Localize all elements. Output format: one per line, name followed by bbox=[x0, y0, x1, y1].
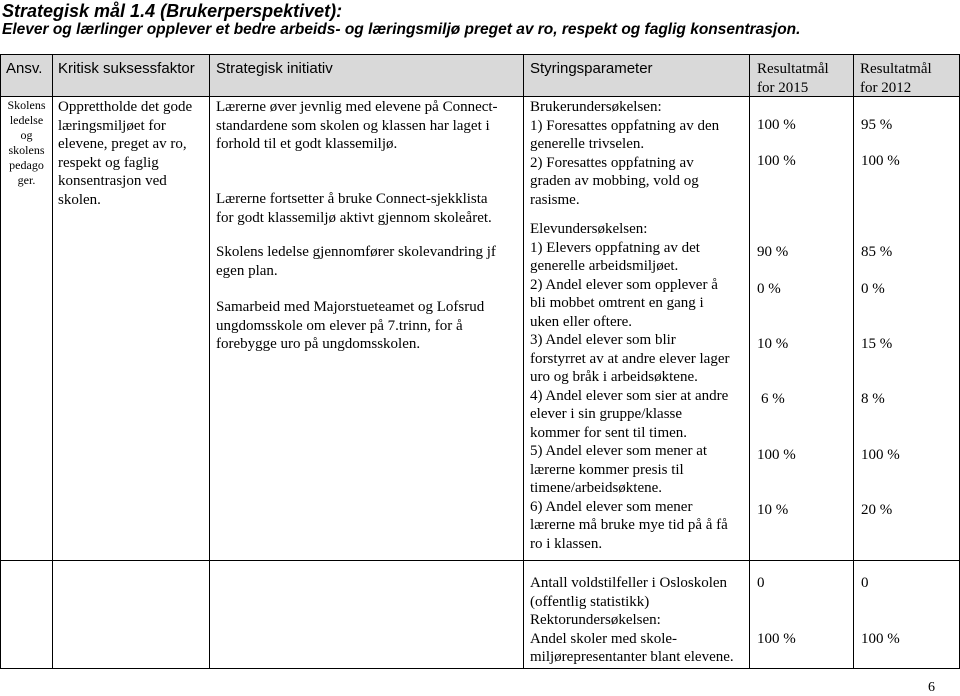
initiativ-block-1 bbox=[216, 98, 522, 154]
initiativ-line: for godt klassemiljø aktivt gjennom skoleåret. bbox=[216, 209, 492, 226]
styring-line: generelle arbeidsmiljøet. bbox=[530, 258, 679, 274]
initiativ-block-3 bbox=[216, 243, 522, 280]
mal2015-value: 100 % bbox=[757, 447, 796, 463]
initiativ-line: standardene som skolen og klassen har laget i bbox=[216, 117, 490, 134]
ansv-line: pedago bbox=[9, 158, 44, 172]
ansv-line: skolens bbox=[8, 143, 45, 157]
initiativ-block-2 bbox=[216, 190, 522, 227]
mal2015-value: 10 % bbox=[757, 336, 789, 352]
header-resultatmal-2015-line2: for 2015 bbox=[757, 79, 809, 96]
section-divider bbox=[0, 560, 960, 561]
styring-line: ro i klassen. bbox=[530, 535, 603, 552]
header-resultatmal-2012-line2: for 2012 bbox=[860, 79, 912, 96]
col-border bbox=[209, 54, 210, 668]
styring-line: 6) Andel elever som mener bbox=[530, 498, 693, 515]
ansv-line: og bbox=[20, 128, 33, 142]
ansv-line: ledelse bbox=[9, 113, 44, 127]
styring-line: Brukerundersøkelsen: bbox=[530, 99, 662, 115]
styring-line: Antall voldstilfeller i Osloskolen bbox=[530, 575, 728, 591]
initiativ-line: Skolens ledelse gjennomfører skolevandring jf bbox=[216, 244, 496, 260]
col-border bbox=[853, 54, 854, 668]
kritisk-line: konsentrasjon ved bbox=[58, 173, 167, 189]
initiativ-line: egen plan. bbox=[216, 262, 278, 279]
mal2012-value: 100 % bbox=[861, 153, 900, 169]
kritisk-line: respekt og faglig bbox=[58, 154, 159, 171]
mal2012-value: 95 % bbox=[861, 117, 893, 133]
header-resultatmal-2012-line1: Resultatmål bbox=[860, 61, 932, 77]
mal2012-value: 85 % bbox=[861, 244, 893, 260]
mal2015-value: 0 % bbox=[757, 281, 781, 297]
initiativ-line: forebygge uro på ungdomsskolen. bbox=[216, 336, 421, 352]
header-resultatmal-2015 bbox=[757, 60, 829, 97]
styring-line: elever i sin gruppe/klasse bbox=[530, 406, 683, 422]
styring-vold-og-rektor bbox=[530, 574, 748, 667]
styring-line: lærerne kommer presis til bbox=[530, 461, 684, 478]
table-bottom-border bbox=[0, 668, 960, 669]
table-top-border bbox=[0, 54, 960, 55]
kritisk-cell bbox=[58, 98, 208, 209]
initiativ-line: Lærerne øver jevnlig med elevene på Connect- bbox=[216, 99, 498, 115]
styring-line: 1) Foresattes oppfatning av den bbox=[530, 117, 720, 134]
styring-line: 1) Elevers oppfatning av det bbox=[530, 239, 700, 256]
mal2012-value: 0 bbox=[861, 575, 869, 591]
header-styringsparameter: Styringsparameter bbox=[530, 60, 653, 77]
mal2015-value: 100 % bbox=[757, 631, 796, 647]
styring-line: 5) Andel elever som mener at bbox=[530, 443, 708, 459]
mal2012-value: 100 % bbox=[861, 631, 900, 647]
initiativ-line: Lærerne fortsetter å bruke Connect-sjekklista bbox=[216, 191, 488, 207]
mal2015-value: 90 % bbox=[757, 244, 789, 260]
mal2012-value: 8 % bbox=[861, 391, 885, 407]
mal2015-value: 10 % bbox=[757, 502, 789, 518]
styring-line: lærerne må bruke mye tid på å få bbox=[530, 517, 728, 533]
mal2012-value: 20 % bbox=[861, 502, 893, 518]
styring-line: timene/arbeidsøktene. bbox=[530, 480, 663, 496]
initiativ-block-4 bbox=[216, 298, 522, 354]
header-kritisk-suksessfaktor: Kritisk suksessfaktor bbox=[58, 60, 195, 77]
page-number: 6 bbox=[928, 680, 935, 695]
styring-line: (offentlig statistikk) bbox=[530, 593, 650, 610]
styring-line: bli mobbet omtrent en gang i bbox=[530, 295, 704, 311]
styring-brukerundersokelsen bbox=[530, 98, 748, 209]
styring-line: 4) Andel elever som sier at andre bbox=[530, 387, 729, 404]
ansv-cell bbox=[1, 98, 52, 188]
mal2012-value: 15 % bbox=[861, 336, 893, 352]
header-ansv: Ansv. bbox=[6, 60, 43, 77]
col-border bbox=[523, 54, 524, 668]
styring-line: forstyrret av at andre elever lager bbox=[530, 350, 730, 367]
col-border bbox=[749, 54, 750, 668]
styring-line: 2) Andel elever som opplever å bbox=[530, 276, 718, 293]
header-resultatmal-2012 bbox=[860, 60, 932, 97]
page-title: Strategisk mål 1.4 (Brukerperspektivet): bbox=[2, 1, 343, 21]
styring-line: Andel skoler med skole- bbox=[530, 630, 678, 647]
kritisk-line: læringsmiljøet for bbox=[58, 117, 166, 134]
mal2015-value: 6 % bbox=[761, 391, 785, 407]
ansv-line: ger. bbox=[17, 173, 36, 187]
ansv-line: Skolens bbox=[7, 98, 46, 112]
mal2015-value: 100 % bbox=[757, 153, 796, 169]
page-subtitle: Elever og lærlinger opplever et bedre arbeids- og læringsmiljø preget av ro, respekt og faglig konsentrasjon. bbox=[2, 21, 801, 38]
styring-elevundersokelsen bbox=[530, 220, 748, 553]
mal2015-value: 100 % bbox=[757, 117, 796, 133]
styring-line: rasisme. bbox=[530, 191, 580, 208]
header-strategisk-initiativ: Strategisk initiativ bbox=[216, 60, 333, 77]
initiativ-line: forhold til et godt klassemiljø. bbox=[216, 136, 398, 152]
styring-line: miljørepresentanter blant elevene. bbox=[530, 649, 734, 665]
col-border bbox=[52, 54, 53, 668]
kritisk-line: Opprettholde det gode bbox=[58, 99, 193, 115]
styring-line: 3) Andel elever som blir bbox=[530, 332, 676, 348]
styring-line: generelle trivselen. bbox=[530, 136, 645, 152]
styring-line: kommer for sent til timen. bbox=[530, 424, 688, 441]
initiativ-line: ungdomsskole om elever på 7.trinn, for å bbox=[216, 317, 463, 334]
styring-line: Rektorundersøkelsen: bbox=[530, 612, 661, 628]
kritisk-line: skolen. bbox=[58, 191, 101, 208]
styring-line: uro og bråk i arbeidsøktene. bbox=[530, 369, 698, 385]
kritisk-line: elevene, preget av ro, bbox=[58, 136, 187, 152]
styring-line: Elevundersøkelsen: bbox=[530, 221, 648, 237]
mal2015-value: 0 bbox=[757, 575, 765, 591]
initiativ-line: Samarbeid med Majorstueteamet og Lofsrud bbox=[216, 299, 485, 315]
styring-line: uken eller oftere. bbox=[530, 313, 633, 330]
mal2012-value: 100 % bbox=[861, 447, 900, 463]
styring-line: 2) Foresattes oppfatning av bbox=[530, 154, 694, 171]
styring-line: graden av mobbing, vold og bbox=[530, 173, 699, 189]
header-resultatmal-2015-line1: Resultatmål bbox=[757, 61, 829, 77]
mal2012-value: 0 % bbox=[861, 281, 885, 297]
